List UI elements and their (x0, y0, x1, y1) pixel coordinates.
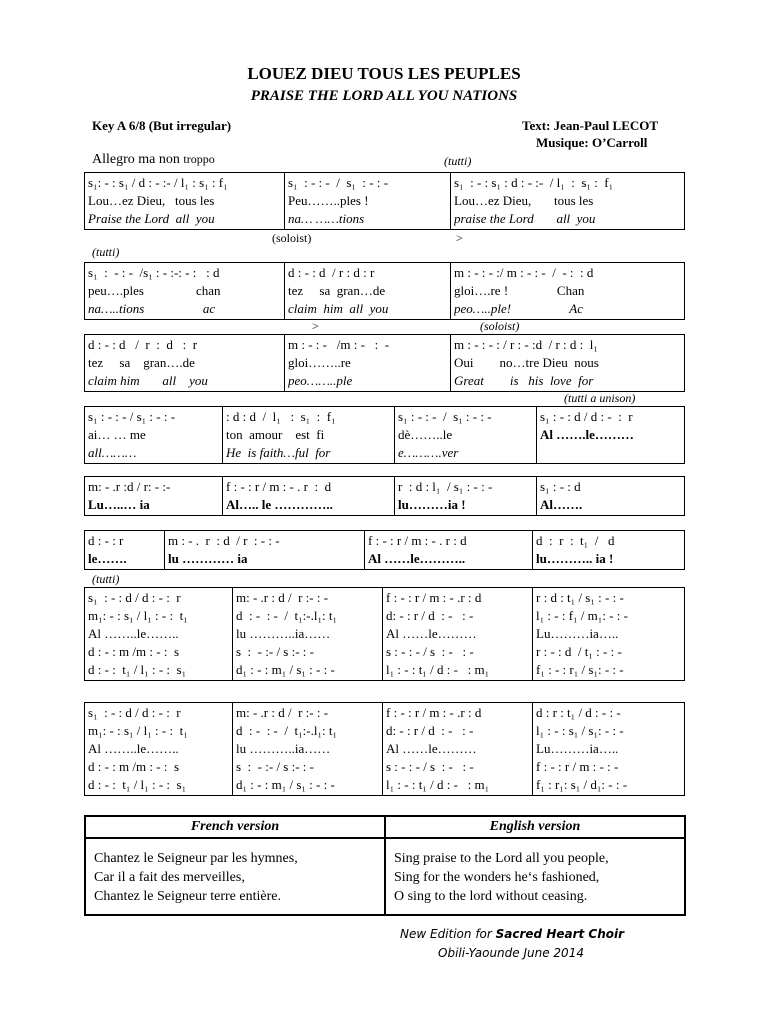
french-lyric: gloi……..re (288, 355, 351, 370)
french-lyric: Lou…ez Dieu, tous les (454, 193, 594, 208)
solfa-alto: d: - : r / d : - : - (386, 723, 474, 738)
measure-cell (85, 588, 233, 681)
solfa-tenor: f : - : r / m : - : - (536, 759, 619, 774)
solfa-alto: l₁ : - : s₁ / s₁: - : - (536, 723, 624, 738)
solfa-line: s₁ : - : - / s₁ : - : - (288, 175, 389, 190)
solfa-tenor: d : - : m /m : - : s (88, 644, 179, 659)
french-lyric: Oui no…tre Dieu nous (454, 355, 599, 370)
measure-cell (451, 173, 685, 230)
edition-prefix: New Edition for (400, 927, 496, 941)
solfa-soprano: m: - .r : d / r :- : - (236, 705, 329, 720)
english-version-text (385, 838, 685, 915)
english-lyric (540, 444, 681, 462)
solfa-line: s₁ : - : d / d : - : r (540, 409, 633, 424)
translation-table (84, 815, 686, 916)
measure-cell (233, 588, 383, 681)
measure-cell (223, 477, 395, 516)
measure-cell (533, 588, 685, 681)
solfa-line: d : - : d / r : d : r (288, 265, 375, 280)
english-lyric: peo……..ple (288, 373, 353, 388)
solfa-line: s₁ : - : d (540, 479, 581, 494)
solfa-line: m : - : - :/ m : - : - / - : : d (454, 265, 594, 280)
measure-cell (451, 263, 685, 320)
solfa-line: f : - : r / m : - . r : d (226, 479, 332, 494)
solfa-line: s₁ : - : - / s₁ : - : - (88, 409, 176, 424)
system-7 (84, 587, 685, 681)
tempo-marking (92, 152, 215, 168)
tutti-mark-1: (tutti) (444, 154, 472, 168)
measure-cell (533, 531, 685, 570)
measure-cell (285, 173, 451, 230)
solfa-bass: d : - : t₁ / l₁ : - : s₁ (88, 662, 187, 677)
edition-note (400, 927, 624, 941)
english-line: O sing to the lord without ceasing. (394, 889, 588, 904)
solfa-alto: d : - : - / t₁:-.l₁: t₁ (236, 723, 337, 738)
solfa-line: m : - . r : d / r : - : - (168, 533, 280, 548)
tempo-small: troppo (183, 152, 215, 166)
measure-cell (85, 531, 165, 570)
solfa-tenor: d : - : m /m : - : s (88, 759, 179, 774)
measure-cell (383, 703, 533, 796)
solfa-soprano: r : d : t₁ / s₁ : - : - (536, 590, 624, 605)
solfa-soprano: s₁ : - : d / d : - : r (88, 705, 181, 720)
solfa-soprano: d : r : t₁ / d : - : - (536, 705, 621, 720)
measure-cell (451, 335, 685, 392)
accent-mark-1: > (456, 231, 463, 245)
tutti-unison-mark: (tutti a unison) (564, 391, 636, 405)
solfa-line: s₁ : - : - / s₁ : - : - (398, 409, 492, 424)
solfa-line: f : - : r / m : - . r : d (368, 533, 467, 548)
solfa-tenor: s : - : - / s : - : - (386, 644, 474, 659)
solfa-line: s₁ : - : s₁ : d : - :- / l₁ : s₁ : f₁ (454, 175, 614, 190)
lyric: Al ……le……… (386, 741, 477, 756)
accent-mark-2: > (312, 319, 319, 333)
subtitle: PRAISE THE LORD ALL YOU NATIONS (250, 88, 518, 104)
lyric: Lu………ia….. (536, 626, 619, 641)
solfa-tenor: s : - :- / s :- : - (236, 759, 314, 774)
music-credit: Musique: O’Carroll (536, 135, 648, 150)
solfa-line: s₁: - : s₁ / d : - :- / l₁ : s₁ : f₁ (88, 175, 228, 190)
english-lyric: Praise the Lord all you (88, 211, 215, 226)
solfa-line: s₁ : - : - /s₁ : - :-: - : : d (88, 265, 220, 280)
french-lyric: Al …….le……… (540, 427, 634, 442)
french-line: Car il a fait des merveilles, (94, 870, 245, 885)
system-6 (84, 530, 685, 570)
english-lyric: claim him all you (88, 373, 208, 388)
lyric: Al ……..le…….. (88, 626, 179, 641)
solfa-alto: l₁ : - : f₁ / m₁: - : - (536, 608, 628, 623)
lyric: Al….. le ………….. (226, 497, 333, 512)
lyric: lu ………..ia…… (236, 741, 331, 756)
measure-cell (383, 588, 533, 681)
system-3 (84, 334, 685, 392)
measure-cell (223, 407, 395, 464)
french-lyric: Peu……..ples ! (288, 193, 369, 208)
english-lyric: e……….ver (398, 445, 459, 460)
solfa-alto: m₁: - : s₁ / l₁ : - : t₁ (88, 608, 188, 623)
english-version-header: English version (385, 816, 685, 838)
english-lyric: He is faith…ful for (226, 445, 331, 460)
solfa-bass: f₁ : r₁: s₁ / d₁: - : - (536, 777, 628, 792)
lyric: lu ………..ia…… (236, 626, 331, 641)
french-version-text (85, 838, 385, 915)
solfa-bass: l₁ : - : t₁ / d : - : m₁ (386, 662, 490, 677)
english-lyric: peo…..ple! Ac (454, 301, 584, 316)
soloist-mark-2: (soloist) (480, 319, 520, 333)
english-lyric: na…..tions ac (88, 301, 216, 316)
solfa-alto: d: - : r / d : - : - (386, 608, 474, 623)
solfa-bass: d₁ : - : m₁ / s₁ : - : - (236, 662, 335, 677)
solfa-bass: d : - : t₁ / l₁ : - : s₁ (88, 777, 187, 792)
key-signature: Key A 6/8 (But irregular) (92, 118, 232, 133)
measure-cell (165, 531, 365, 570)
lyric: le……. (88, 551, 127, 566)
soloist-mark-1: (soloist) (272, 231, 312, 245)
tempo-main: Allegro ma non (92, 152, 180, 167)
french-lyric: ton amour est fi (226, 427, 325, 442)
solfa-line: m : - : - /m : - : - (288, 337, 390, 352)
french-lyric: tez sa gran…de (288, 283, 386, 298)
measure-cell (85, 703, 233, 796)
lyric: Lu…..… ia (88, 497, 150, 512)
lyric: lu ………… ia (168, 551, 248, 566)
solfa-soprano: m: - .r : d / r :- : - (236, 590, 329, 605)
solfa-line: r : d : l₁ / s₁ : - : - (398, 479, 493, 494)
measure-cell (233, 703, 383, 796)
solfa-alto: m₁: - : s₁ / l₁ : - : t₁ (88, 723, 188, 738)
measure-cell (365, 531, 533, 570)
system-8 (84, 702, 685, 796)
tutti-mark-3: (tutti) (92, 572, 120, 586)
measure-cell (285, 335, 451, 392)
measure-cell (537, 407, 685, 464)
solfa-bass: f₁ : - : r₁ / s₁: - : - (536, 662, 624, 677)
solfa-line: : d : d / l₁ : s₁ : f₁ (226, 409, 336, 424)
solfa-soprano: f : - : r / m : - .r : d (386, 705, 482, 720)
measure-cell (537, 477, 685, 516)
title: LOUEZ DIEU TOUS LES PEUPLES (247, 64, 521, 83)
french-lyric: ai… … me (88, 427, 146, 442)
english-lyric: na… ……tions (288, 211, 365, 226)
measure-cell (85, 335, 285, 392)
english-lyric: claim him all you (288, 301, 389, 316)
solfa-line: d : r : t₁ / d (536, 533, 615, 548)
solfa-alto: d : - : - / t₁:-.l₁: t₁ (236, 608, 337, 623)
lyric: Al……. (540, 497, 583, 512)
measure-cell (85, 263, 285, 320)
english-line: Sing for the wonders he‘s fashioned, (394, 870, 600, 885)
solfa-line: m: - .r :d / r: - :- (88, 479, 171, 494)
system-1 (84, 172, 685, 230)
lyric: Al ……le……… (386, 626, 477, 641)
solfa-tenor: s : - :- / s :- : - (236, 644, 314, 659)
solfa-line: d : - : d / r : d : r (88, 337, 198, 352)
solfa-tenor: s : - : - / s : - : - (386, 759, 474, 774)
measure-cell (395, 477, 537, 516)
french-lyric: peu….ples chan (88, 283, 221, 298)
french-lyric: dè……..le (398, 427, 453, 442)
measure-cell (85, 407, 223, 464)
solfa-soprano: f : - : r / m : - .r : d (386, 590, 482, 605)
measure-cell (285, 263, 451, 320)
english-lyric: praise the Lord all you (454, 211, 596, 226)
tutti-mark-2: (tutti) (92, 245, 120, 259)
text-credit: Text: Jean-Paul LECOT (522, 118, 659, 133)
lyric: Al ……..le…….. (88, 741, 179, 756)
french-line: Chantez le Seigneur terre entière. (94, 889, 281, 904)
french-lyric: gloi….re ! Chan (454, 283, 585, 298)
measure-cell (533, 703, 685, 796)
system-4 (84, 406, 685, 464)
french-lyric: Lou…ez Dieu, tous les (88, 193, 215, 208)
solfa-bass: d₁ : - : m₁ / s₁ : - : - (236, 777, 335, 792)
lyric: Lu………ia….. (536, 741, 619, 756)
english-lyric: all……… (88, 445, 137, 460)
english-lyric: Great is his love for (454, 373, 594, 388)
lyric: Al ……le……….. (368, 551, 466, 566)
solfa-bass: l₁ : - : t₁ / d : - : m₁ (386, 777, 490, 792)
place-date: Obili-Yaounde June 2014 (438, 946, 584, 960)
measure-cell (395, 407, 537, 464)
system-5 (84, 476, 685, 516)
french-lyric: tez sa gran….de (88, 355, 195, 370)
solfa-line: m : - : - : / r : - :d / r : d : l₁ (454, 337, 598, 352)
french-line: Chantez le Seigneur par les hymnes, (94, 851, 298, 866)
solfa-tenor: r : - : d / t₁ : - : - (536, 644, 622, 659)
french-version-header: French version (85, 816, 385, 838)
measure-cell (85, 173, 285, 230)
choir-name: Sacred Heart Choir (495, 927, 625, 941)
english-line: Sing praise to the Lord all you people, (394, 851, 609, 866)
lyric: lu……….. ia ! (536, 551, 614, 566)
solfa-soprano: s₁ : - : d / d : - : r (88, 590, 181, 605)
measure-cell (85, 477, 223, 516)
solfa-line: d : - : r (88, 533, 124, 548)
system-2 (84, 262, 685, 320)
lyric: lu………ia ! (398, 497, 466, 512)
